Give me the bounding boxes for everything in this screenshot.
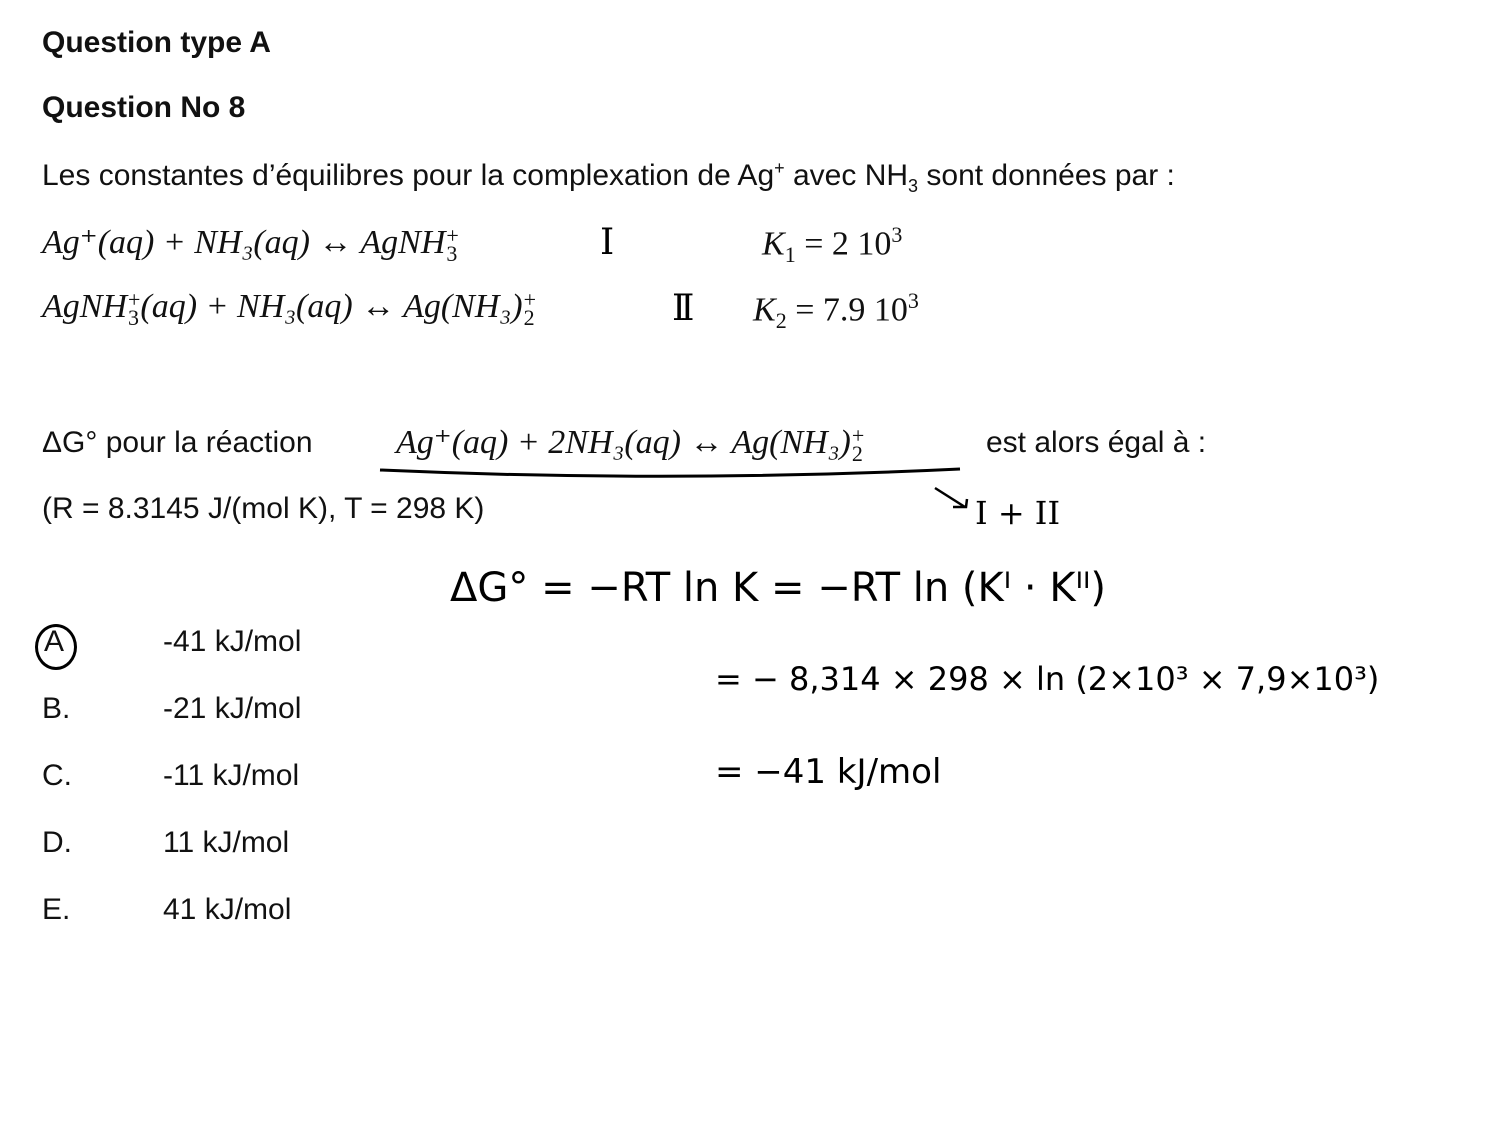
intro-sub: 3 bbox=[908, 176, 919, 196]
constants-line: (R = 8.3145 J/(mol K), T = 298 K) bbox=[42, 492, 485, 525]
k1-exp: 3 bbox=[891, 222, 903, 247]
option-b-value[interactable]: -21 kJ/mol bbox=[163, 692, 302, 725]
option-e-value[interactable]: 41 kJ/mol bbox=[163, 893, 292, 926]
reaction-2-reactant-sub: 3 bbox=[128, 305, 139, 331]
overall-sub: 2 bbox=[851, 441, 863, 467]
option-b-letter[interactable]: B. bbox=[42, 692, 71, 725]
option-a-letter[interactable]: A bbox=[44, 625, 65, 658]
k1-symbol: K bbox=[762, 225, 785, 263]
intro-text-suffix: sont données par : bbox=[918, 159, 1175, 192]
handwritten-calc-line-1: ΔG° = −RT ln K = −RT ln (Kᴵ · Kᴵᴵ) bbox=[450, 565, 1107, 611]
question-intro bbox=[42, 158, 1175, 197]
k1-value: = 2 10 bbox=[804, 225, 892, 263]
handwritten-calc-line-2: = − 8,314 × 298 × ln (2×10³ × 7,9×10³) bbox=[715, 660, 1380, 698]
k2-exp: 3 bbox=[907, 288, 919, 313]
option-d-value[interactable]: 11 kJ/mol bbox=[163, 826, 290, 859]
reaction-2-equation bbox=[42, 286, 536, 331]
handwritten-underline-arrow-icon bbox=[370, 455, 1070, 535]
reaction-1-equation bbox=[42, 222, 459, 267]
k2-symbol: K bbox=[753, 291, 776, 329]
question-number-heading: Question No 8 bbox=[42, 91, 246, 124]
handwritten-sum-note: I + II bbox=[975, 494, 1061, 532]
k1-index: 1 bbox=[784, 242, 796, 268]
reaction-1-constant bbox=[762, 222, 902, 268]
reaction-2-handwritten-label: II bbox=[672, 288, 689, 329]
reaction-1-sub: 3 bbox=[446, 241, 458, 267]
reaction-1-sup: + bbox=[446, 222, 459, 248]
intro-text: Les constantes d’équilibres pour la complexation de Ag bbox=[42, 159, 775, 192]
question-type-heading: Question type A bbox=[42, 26, 271, 59]
reaction-2-text: AgNH bbox=[42, 288, 127, 325]
overall-equation-text: Ag⁺(aq) + 2NH₃(aq) ↔ Ag(NH₃) bbox=[396, 424, 851, 461]
option-d-letter[interactable]: D. bbox=[42, 826, 72, 859]
reaction-2-product-sup: + bbox=[523, 286, 536, 312]
k2-value: = 7.9 10 bbox=[795, 291, 908, 329]
reaction-2-constant bbox=[753, 288, 919, 334]
handwritten-calc-line-3: = −41 kJ/mol bbox=[715, 752, 942, 792]
question-prefix: ΔG° pour la réaction bbox=[42, 426, 313, 459]
option-c-letter[interactable]: C. bbox=[42, 759, 72, 792]
question-suffix: est alors égal à : bbox=[986, 426, 1207, 459]
option-e-letter[interactable]: E. bbox=[42, 893, 71, 926]
reaction-1-text: Ag⁺(aq) + NH₃(aq) ↔ AgNH bbox=[42, 224, 446, 261]
reaction-1-handwritten-label: I bbox=[600, 222, 615, 263]
k2-index: 2 bbox=[775, 308, 787, 334]
option-c-value[interactable]: -11 kJ/mol bbox=[163, 759, 300, 792]
reaction-2-product-sub: 2 bbox=[523, 305, 535, 331]
intro-text-mid: avec NH bbox=[784, 159, 909, 192]
overall-sup: + bbox=[851, 422, 865, 448]
reaction-2-text-rest: (aq) + NH₃(aq) ↔ Ag(NH₃) bbox=[140, 288, 523, 325]
reaction-2-reactant-sup: + bbox=[128, 286, 141, 312]
option-a-value[interactable]: -41 kJ/mol bbox=[163, 625, 302, 658]
intro-sup: + bbox=[774, 158, 785, 178]
